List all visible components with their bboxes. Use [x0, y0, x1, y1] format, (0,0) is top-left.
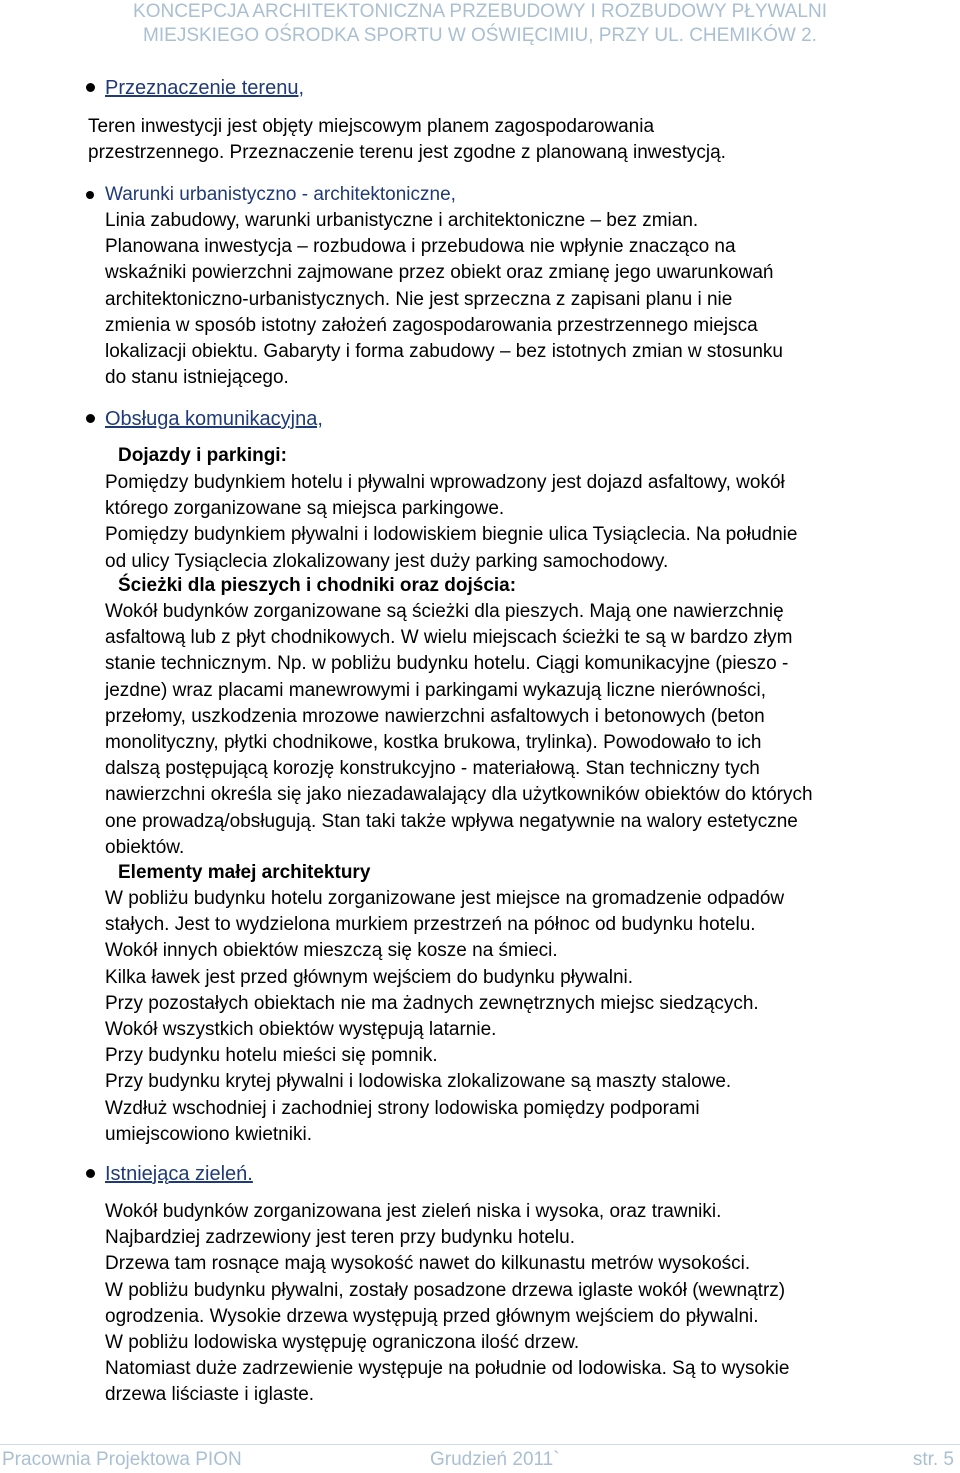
- text-line: wskaźniki powierzchni zajmowane przez obiekt oraz zmianę jego uwarunkowań: [105, 262, 774, 284]
- text-line: nawierzchni określa się jako niezadawalający dla użytkowników obiektów do których: [105, 784, 813, 806]
- text-line: W pobliżu budynku pływalni, zostały posadzone drzewa iglaste wokół (wewnątrz): [105, 1279, 786, 1301]
- text-line: Planowana inwestycja – rozbudowa i przebudowa nie wpłynie znacząco na: [105, 236, 736, 258]
- text-line: drzewa liściaste i iglaste.: [105, 1384, 315, 1406]
- text-line: Linia zabudowy, warunki urbanistyczne i architektoniczne – bez zmian.: [105, 210, 699, 231]
- text-line: dalszą postępującą korozję konstrukcyjno - materiałową. Stan techniczny tych: [105, 758, 760, 780]
- text-line: umiejscowiono kwietniki.: [105, 1123, 312, 1145]
- text-line: ogrodzenia. Wysokie drzewa występują przed głównym wejściem do pływalni.: [105, 1305, 759, 1327]
- text-line: Pomiędzy budynkiem hotelu i pływalni wprowadzony jest dojazd asfaltowy, wokół: [105, 472, 785, 493]
- subheading-dojazdy: Dojazdy i parkingi:: [118, 445, 287, 466]
- text-line: W pobliżu lodowiska występuję ograniczona ilość drzew.: [105, 1331, 580, 1353]
- text-line: przełomy, uszkodzenia mrozowe nawierzchni asfaltowych i betonowych (beton: [105, 705, 765, 727]
- paragraph-mala-architektura: [105, 886, 935, 1148]
- paragraph-dojazdy: [105, 470, 935, 575]
- text-line: W pobliżu budynku hotelu zorganizowane jest miejsce na gromadzenie odpadów: [105, 888, 785, 909]
- text-line: od ulicy Tysiąclecia zlokalizowany jest duży parking samochodowy.: [105, 550, 669, 572]
- bullet-icon: [86, 1169, 95, 1178]
- text-line: przestrzennego. Przeznaczenie terenu jest zgodne z planowaną inwestycją.: [88, 142, 726, 164]
- text-line: Wokół budynków zorganizowane są ścieżki dla pieszych. Mają one nawierzchnię: [105, 601, 784, 622]
- text-line: Kilka ławek jest przed głównym wejściem do budynku pływalni.: [105, 966, 634, 988]
- text-line: jezdne) wraz placami manewrowymi i parkingami wykazują liczne nierówności,: [105, 679, 767, 701]
- text-line: Przy pozostałych obiektach nie ma żadnych zewnętrznych miejsc siedzących.: [105, 992, 759, 1014]
- text-line: lokalizacji obiektu. Gabaryty i forma zabudowy – bez istotnych zmian w stosunku: [105, 340, 783, 362]
- header-line-1: KONCEPCJA ARCHITEKTONICZNA PRZEBUDOWY I ROZBUDOWY PŁYWALNI: [133, 1, 827, 22]
- text-line: Wokół innych obiektów mieszczą się kosze na śmieci.: [105, 940, 558, 962]
- text-line: którego zorganizowane są miejsca parkingowe.: [105, 498, 505, 520]
- text-line: Przy budynku krytej pływalni i lodowiska zlokalizowane są maszty stalowe.: [105, 1071, 732, 1093]
- text-line: Natomiast duże zadrzewienie występuje na południe od lodowiska. Są to wysokie: [105, 1358, 790, 1380]
- subheading-sciezki: Ścieżki dla pieszych i chodniki oraz dojścia:: [118, 575, 517, 596]
- section-title: Warunki urbanistyczno - architektoniczne,: [105, 184, 456, 205]
- paragraph-warunki: [105, 208, 935, 391]
- text-line: stałych. Jest to wydzielona murkiem przestrzeń na północ od budynku hotelu.: [105, 914, 756, 936]
- text-line: one prowadzą/obsługują. Stan taki także wpływa negatywnie na walory estetyczne: [105, 810, 798, 832]
- bullet-icon: [86, 83, 95, 92]
- text-line: Najbardziej zadrzewiony jest teren przy budynku hotelu.: [105, 1227, 575, 1249]
- bullet-icon: [86, 191, 94, 199]
- text-line: Przy budynku hotelu mieści się pomnik.: [105, 1045, 438, 1067]
- text-line: architektoniczno-urbanistycznych. Nie jest sprzeczna z zapisani planu i nie: [105, 288, 733, 310]
- text-line: monolityczny, płytki chodnikowe, kostka brukowa, trylinka). Powodowało to ich: [105, 731, 762, 753]
- text-line: Wokół wszystkich obiektów występują latarnie.: [105, 1018, 497, 1040]
- text-line: Wokół budynków zorganizowana jest zieleń niska i wysoka, oraz trawniki.: [105, 1201, 722, 1222]
- section-title: Przeznaczenie terenu,: [105, 77, 305, 99]
- page-header: [0, 0, 960, 48]
- text-line: do stanu istniejącego.: [105, 367, 289, 389]
- footer-page-number: str. 5: [912, 1449, 954, 1470]
- text-line: obiektów.: [105, 836, 185, 858]
- paragraph-przeznaczenie: [88, 114, 918, 166]
- text-line: Teren inwestycji jest objęty miejscowym planem zagospodarowania: [88, 116, 655, 137]
- page-footer: [0, 1447, 960, 1473]
- subheading-mala-architektura: Elementy małej architektury: [118, 862, 371, 883]
- text-line: Drzewa tam rosnące mają wysokość nawet do kilkunastu metrów wysokości.: [105, 1253, 751, 1275]
- text-line: zmienia w sposób istotny założeń zagospodarowania przestrzennego miejsca: [105, 314, 758, 336]
- footer-divider: [0, 1444, 960, 1445]
- footer-studio-name: Pracownia Projektowa PION: [2, 1449, 242, 1470]
- section-title: Istniejąca zieleń.: [105, 1163, 253, 1185]
- paragraph-zielen: [105, 1199, 935, 1409]
- paragraph-sciezki: [105, 599, 935, 861]
- header-line-2: MIEJSKIEGO OŚRODKA SPORTU W OŚWIĘCIMIU, PRZY UL. CHEMIKÓW 2.: [143, 25, 817, 46]
- text-line: Wzdłuż wschodniej i zachodniej strony lodowiska pomiędzy podporami: [105, 1097, 700, 1119]
- text-line: Pomiędzy budynkiem pływalni i lodowiskiem biegnie ulica Tysiąclecia. Na południe: [105, 524, 798, 546]
- footer-date: Grudzień 2011`: [430, 1449, 560, 1470]
- text-line: stanie technicznym. Np. w pobliżu budynku hotelu. Ciągi komunikacyjne (pieszo -: [105, 653, 789, 675]
- text-line: asfaltową lub z płyt chodnikowych. W wielu miejscach ścieżki te są w bardzo złym: [105, 627, 793, 649]
- section-title: Obsługa komunikacyjna,: [105, 408, 323, 430]
- bullet-icon: [86, 414, 95, 423]
